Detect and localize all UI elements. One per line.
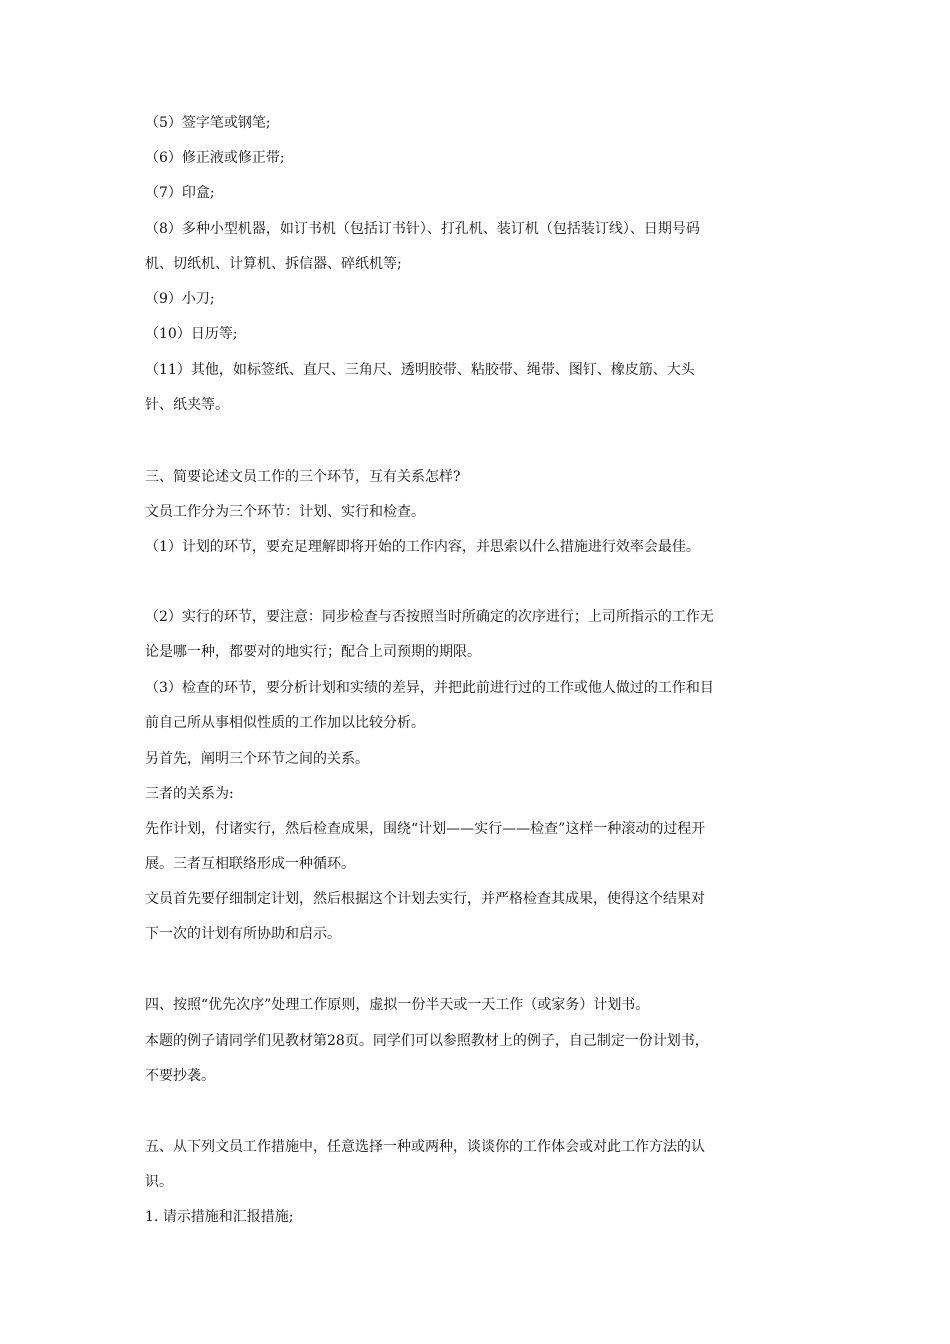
list-item-calendar: （10）日历等; [145, 326, 238, 342]
section4-heading: 四、按照“优先次序”处理工作原则，虚拟一份半天或一天工作（或家务）计划书。 [145, 997, 650, 1013]
list-item-ink-pad: （7）印盒; [145, 185, 215, 201]
section3-cycle: 先作计划，付诸实行，然后检查成果，围绕“计划——实行——检查”这样一种滚动的过程开展。三者互相联络形成一种循环。 [145, 821, 706, 872]
section3-execution: （2）实行的环节，要注意：同步检查与否按照当时所确定的次序进行；上司所指示的工作无论是哪一种，都要对的地实行；配合上司预期的期限。 [145, 609, 714, 660]
list-item-signing-pen: （5）签字笔或钢笔; [145, 115, 271, 131]
section3-relation-label: 三者的关系为: [145, 786, 234, 802]
section3-checking: （3）检查的环节，要分析计划和实绩的差异，并把此前进行过的工作或他人做过的工作和目前自己所从事相似性质的工作加以比较分析。 [145, 680, 714, 731]
list-item-others: （11）其他，如标签纸、直尺、三角尺、透明胶带、粘胶带、绳带、图钉、橡皮筋、大头针、纸夹等。 [145, 362, 695, 413]
section3-planning: （1）计划的环节，要充足理解即将开始的工作内容，并思索以什么措施进行效率会最佳。 [145, 539, 700, 555]
section3-intro: 文员工作分为三个环节：计划、实行和检查。 [145, 504, 425, 520]
section3-relation-intro: 另首先，阐明三个环节之间的关系。 [145, 751, 369, 767]
list-item-correction-fluid: （6）修正液或修正带; [145, 150, 285, 166]
list-item-small-machines: （8）多种小型机器，如订书机（包括订书针）、打孔机、装订机（包括装订线）、日期号码机、切纸机、计算机、拆信器、碎纸机等; [145, 221, 700, 272]
section5-option-1: 1. 请示措施和汇报措施; [145, 1209, 294, 1225]
section3-conclusion: 文员首先要仔细制定计划，然后根据这个计划去实行，并严格检查其成果，使得这个结果对下一次的计划有所协助和启示。 [145, 891, 705, 942]
section5-heading: 五、从下列文员工作措施中，任意选择一种或两种，谈谈你的工作体会或对此工作方法的认识。 [145, 1139, 705, 1190]
section3-heading: 三、简要论述文员工作的三个环节，互有关系怎样? [145, 469, 461, 485]
section4-answer: 本题的例子请同学们见教材第28页。同学们可以参照教材上的例子，自己制定一份计划书，不要抄袭。 [145, 1033, 709, 1084]
list-item-knife: （9）小刀; [145, 291, 215, 307]
